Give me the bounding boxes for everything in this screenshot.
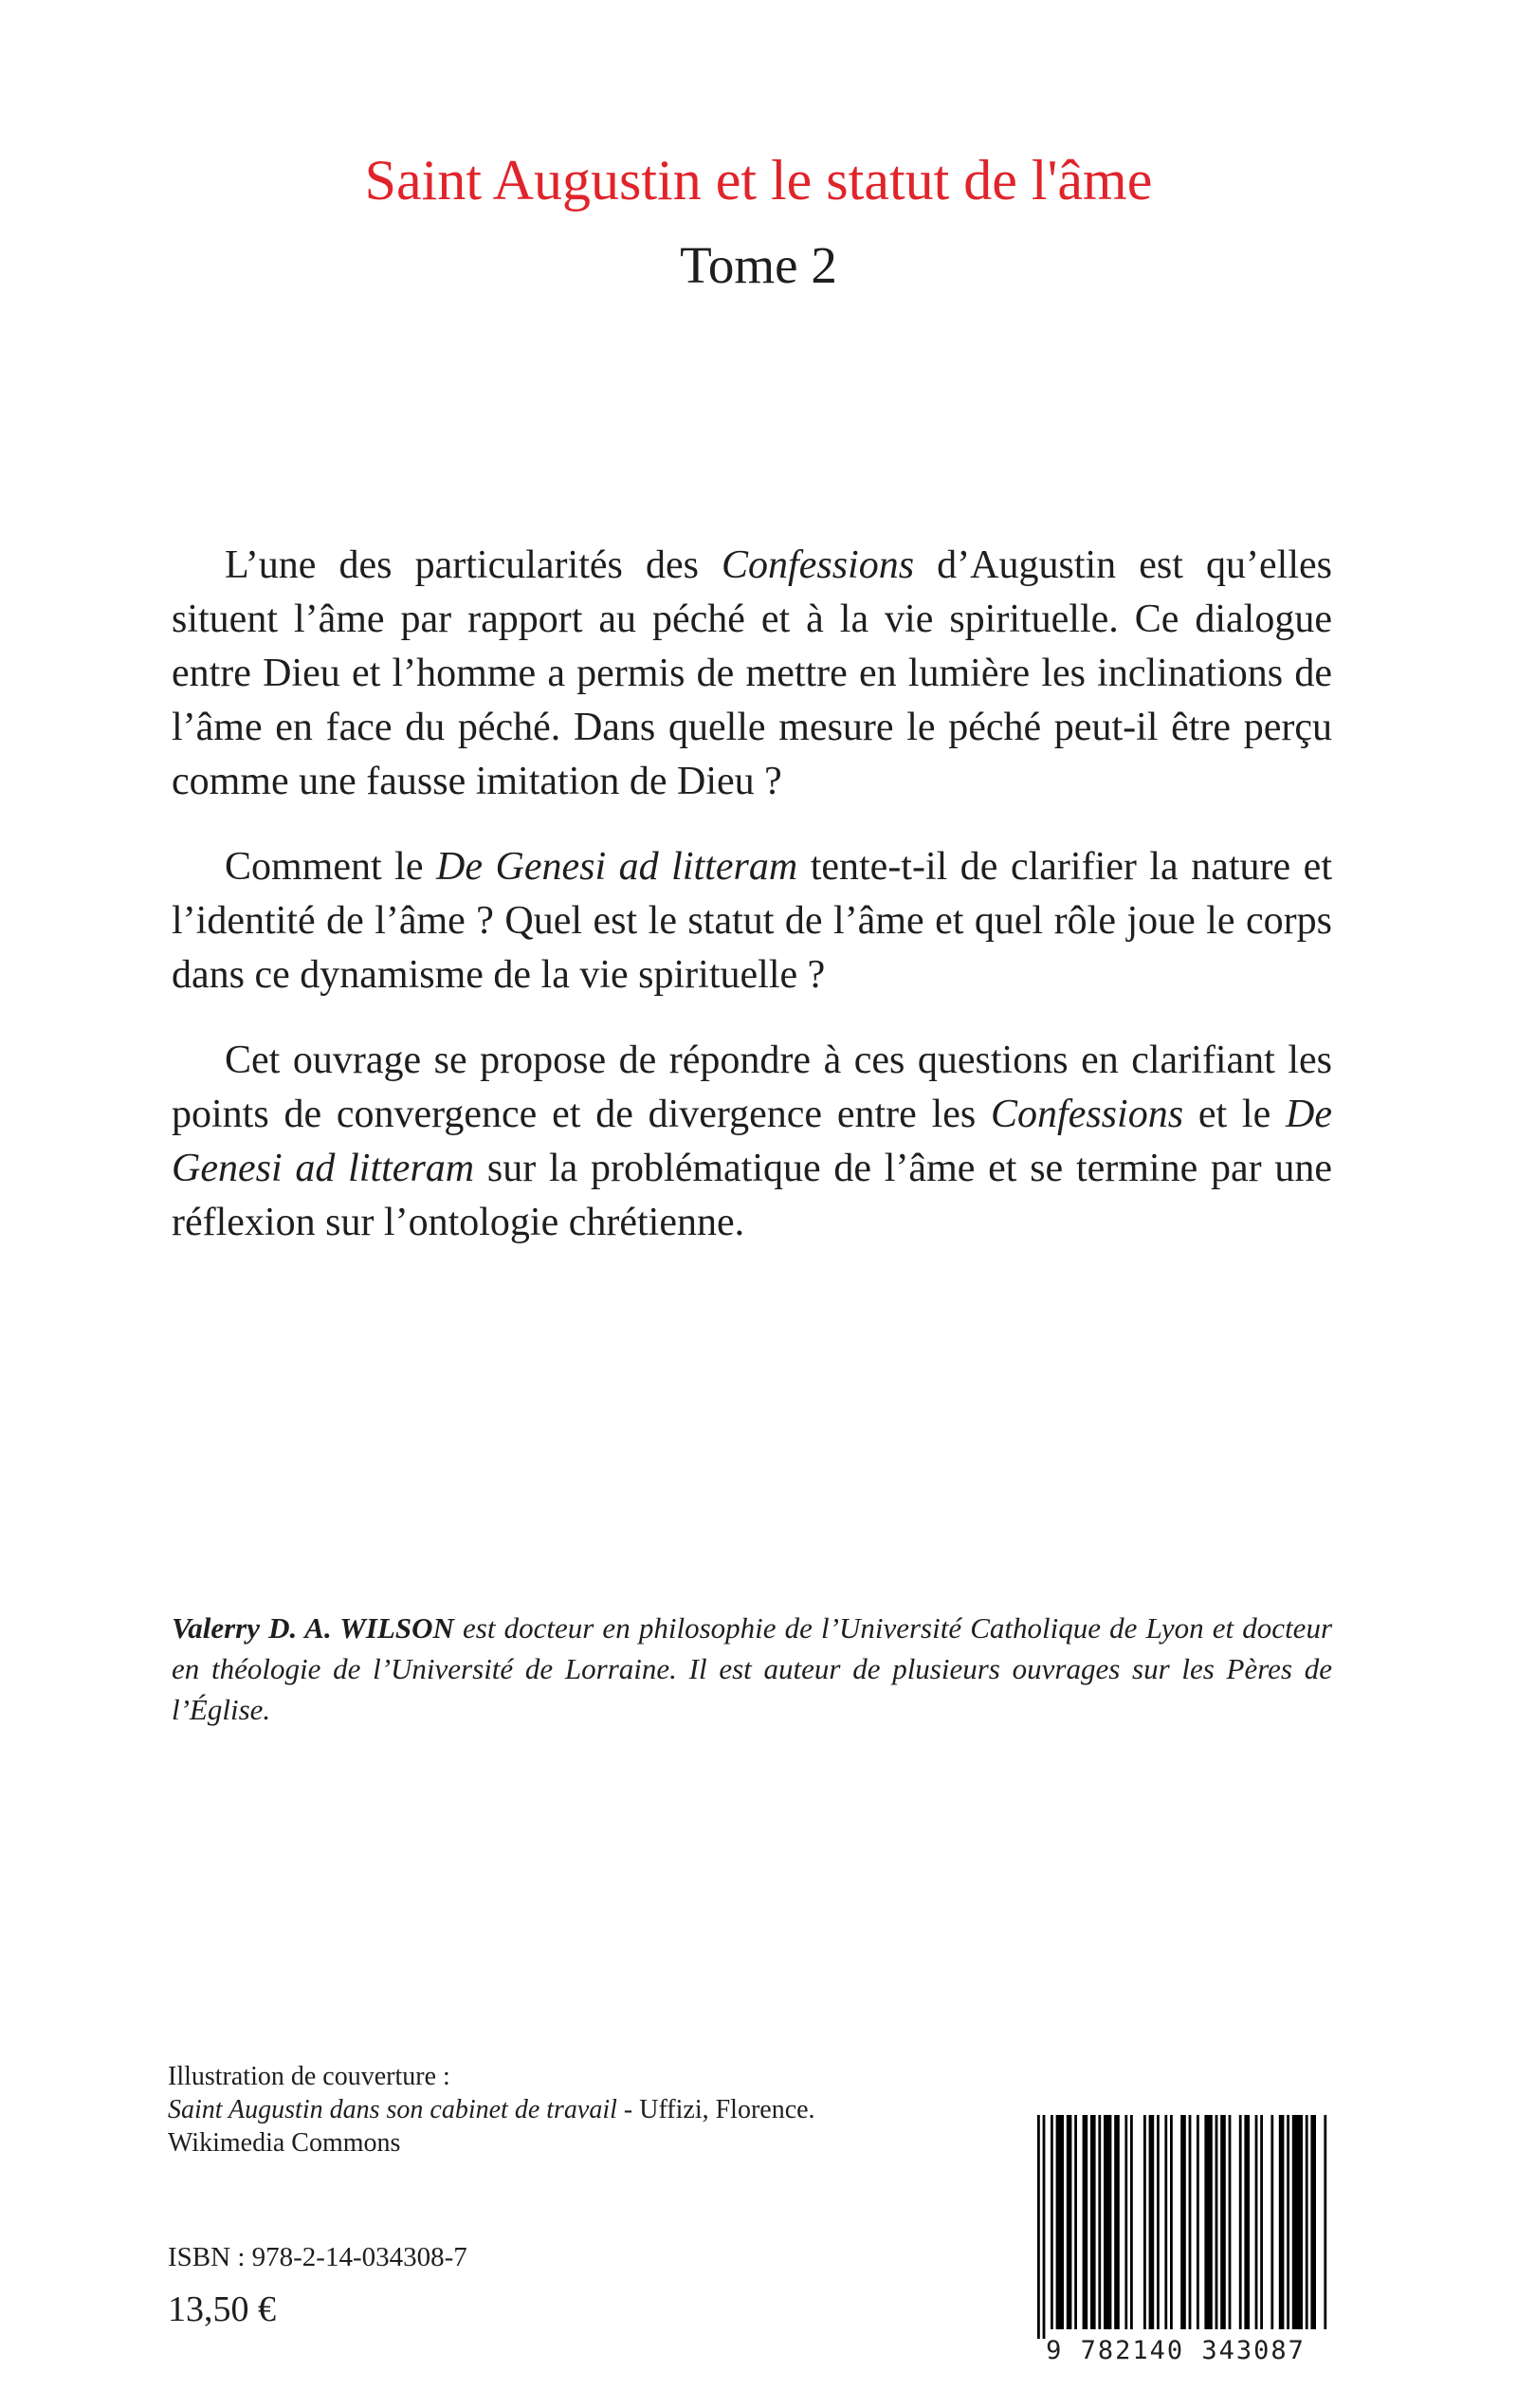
barcode-bar — [1260, 2115, 1263, 2329]
blurb-text: L’une des particularités des — [225, 543, 722, 587]
price: 13,50 € — [168, 2289, 276, 2329]
barcode-bar — [1083, 2115, 1088, 2329]
isbn: ISBN : 978-2-14-034308-7 — [168, 2242, 467, 2272]
barcode-bar — [1130, 2115, 1133, 2329]
barcode-bar — [1244, 2115, 1250, 2329]
barcode-bar — [1279, 2115, 1285, 2329]
volume-subtitle: Tome 2 — [680, 236, 837, 294]
blurb-paragraph-1 — [172, 539, 1332, 809]
barcode-bar — [1215, 2115, 1218, 2329]
barcode-bar — [1229, 2115, 1232, 2329]
barcode-bars — [1024, 2115, 1327, 2339]
barcode-bar — [1310, 2115, 1316, 2329]
barcode-bar — [1037, 2115, 1040, 2339]
barcode-bar — [1220, 2115, 1226, 2329]
barcode-bar — [1067, 2115, 1072, 2329]
barcode-bar — [1124, 2115, 1127, 2329]
barcode-bar — [1180, 2115, 1186, 2329]
barcode-bar — [1197, 2115, 1199, 2329]
barcode-bar — [1098, 2115, 1101, 2329]
blurb-italic-title: De Genesi ad litteram — [436, 845, 798, 889]
barcode-digits: 9 782140 343087 — [1046, 2336, 1306, 2365]
blurb-paragraph-3 — [172, 1034, 1332, 1250]
barcode-bar — [1051, 2115, 1053, 2329]
barcode-bar — [1104, 2115, 1111, 2329]
author-bio — [172, 1608, 1332, 1730]
barcode-bar — [1074, 2115, 1077, 2329]
blurb-italic-title: De Genesi ad litteram — [172, 1093, 1332, 1190]
blurb-text: Comment le — [225, 845, 437, 889]
barcode-bar — [1255, 2115, 1258, 2329]
barcode-bar — [1270, 2115, 1273, 2329]
author-bio-paragraph — [172, 1608, 1332, 1730]
barcode-bar — [1189, 2115, 1192, 2329]
barcode-bar — [1306, 2115, 1308, 2329]
blurb-text: et le — [1183, 1093, 1287, 1136]
credits-artwork-line — [168, 2093, 926, 2126]
barcode-bar — [1114, 2115, 1120, 2329]
barcode-bar — [1164, 2115, 1167, 2329]
barcode-bar — [1143, 2115, 1146, 2329]
book-title: Saint Augustin et le statut de l'âme — [364, 149, 1153, 211]
barcode-bar — [1287, 2115, 1289, 2329]
credits-artwork-title: Saint Augustin dans son cabinet de travail — [168, 2095, 617, 2124]
author-name: Valerry D. A. WILSON — [172, 1611, 454, 1645]
barcode-icon — [1024, 2115, 1327, 2371]
barcode-bar — [1090, 2115, 1096, 2329]
barcode-bar — [1292, 2115, 1303, 2329]
illustration-credits — [168, 2060, 926, 2160]
blurb-text: d’Augustin est qu’elles situent l’âme par rapport au péché et à la vie spirituelle. Ce dialogue entre Dieu et l’homme a permis de mettre en lumière les inclinations de l’âme en face du péché. Dans quelle mesure le péché peut-il être perçu comme une fausse imitation de Dieu ? — [172, 543, 1332, 803]
barcode-bar — [1043, 2115, 1046, 2339]
blurb-text: tente-t-il de clarifier la nature et l’identité de l’âme ? Quel est le statut de l’âme et quel rôle joue le corps dans ce dynamisme de la vie spirituelle ? — [172, 845, 1332, 997]
back-cover-blurb — [172, 539, 1332, 1281]
barcode-bar — [1204, 2115, 1212, 2329]
credits-source: Wikimedia Commons — [168, 2128, 401, 2158]
barcode-bar — [1149, 2115, 1155, 2329]
credits-label: Illustration de couverture : — [168, 2062, 450, 2091]
barcode-bar — [1056, 2115, 1064, 2329]
blurb-italic-title: Confessions — [991, 1093, 1184, 1136]
barcode-bar — [1157, 2115, 1160, 2329]
credits-location: - Uffizi, Florence. — [616, 2095, 815, 2124]
blurb-text: Cet ouvrage se propose de répondre à ces questions en clarifiant les points de convergence et de divergence entre les — [172, 1039, 1332, 1136]
barcode-bar — [1324, 2115, 1326, 2329]
blurb-paragraph-2 — [172, 840, 1332, 1002]
barcode-bar — [1170, 2115, 1173, 2329]
barcode-bar — [1239, 2115, 1242, 2329]
blurb-italic-title: Confessions — [722, 543, 915, 587]
author-bio-text: est docteur en philosophie de l’Université Catholique de Lyon et docteur en théologie de l’Université de Lorraine. Il est auteur de plusieurs ouvrages sur les Pères de l’Église. — [172, 1611, 1333, 1726]
blurb-text: sur la problématique de l’âme et se termine par une réflexion sur l’ontologie chrétienne. — [172, 1147, 1332, 1244]
